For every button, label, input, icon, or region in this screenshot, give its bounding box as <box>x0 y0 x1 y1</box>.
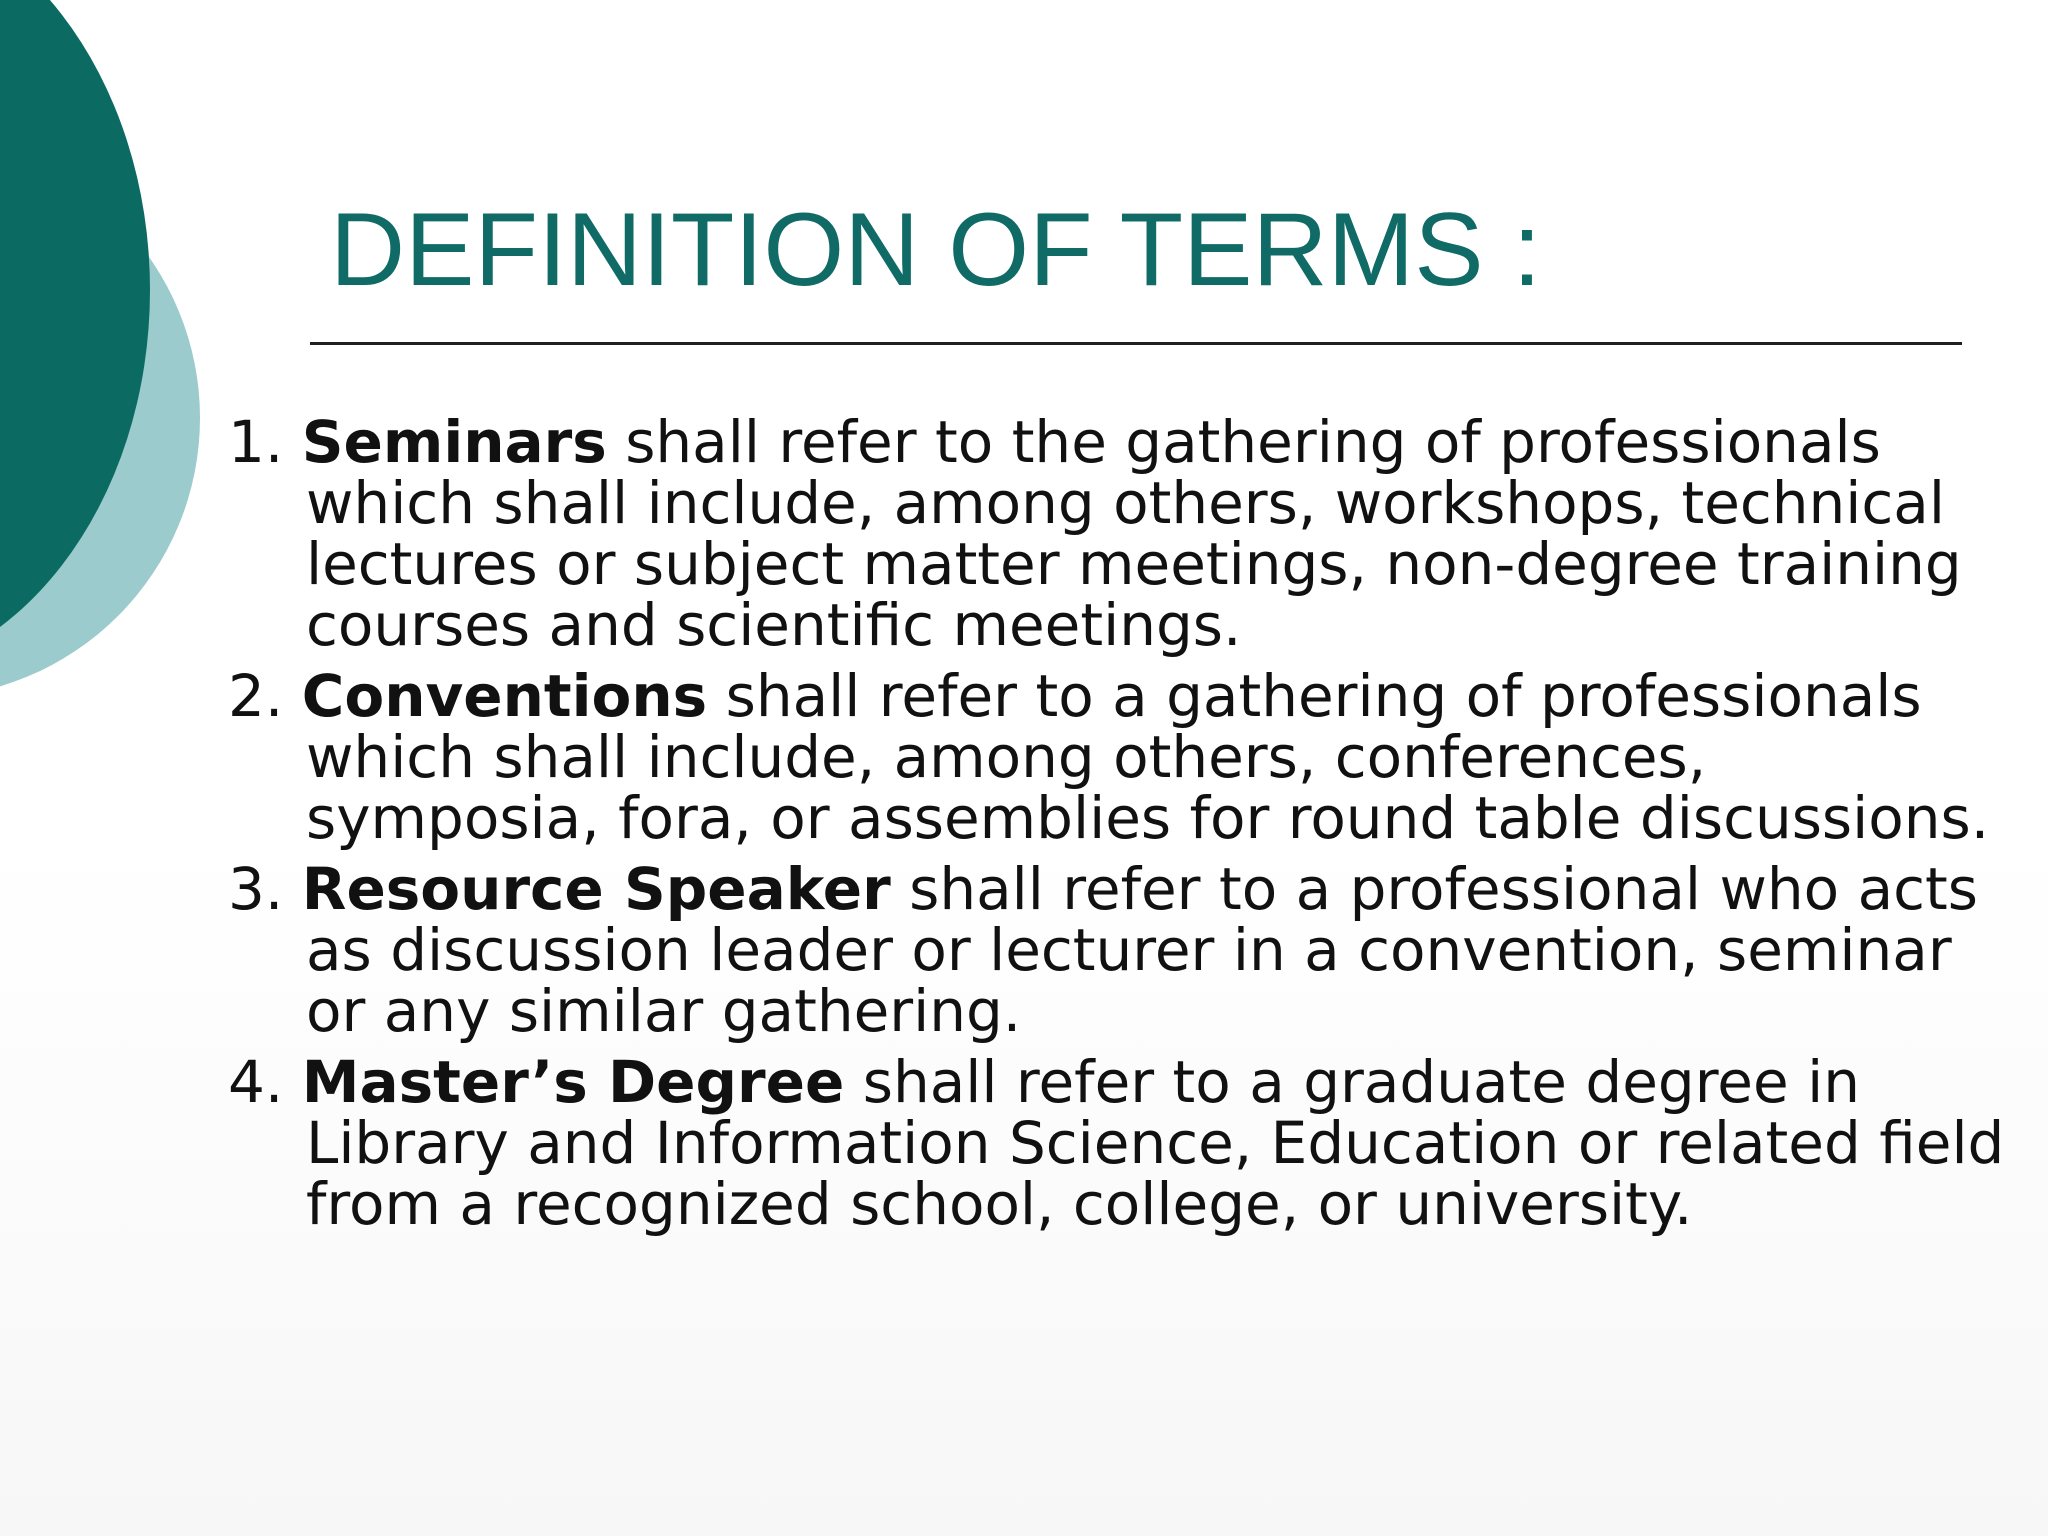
term-name: Master’s Degree <box>301 1048 845 1116</box>
term-number: 3. <box>228 855 284 923</box>
term-definition: shall refer to a graduate degree in Library and Information Science, Education or related field from a recognized school, college, or university. <box>306 1048 2005 1238</box>
term-item-seminars <box>228 408 2018 659</box>
term-item-resource-speaker <box>228 855 2018 1045</box>
term-name: Resource Speaker <box>301 855 891 923</box>
term-definition: shall refer to the gathering of professionals which shall include, among others, workshops, technical lectures or subject matter meetings, non-degree training courses and scientific meetings. <box>306 408 1962 659</box>
slide-title: DEFINITION OF TERMS : <box>330 192 1542 308</box>
term-definition: shall refer to a gathering of professionals which shall include, among others, conferences, symposia, fora, or assemblies for round table discussions. <box>306 662 1990 852</box>
term-name: Seminars <box>301 408 607 476</box>
title-underline <box>310 342 1962 345</box>
term-name: Conventions <box>301 662 708 730</box>
term-item-masters-degree <box>228 1048 2018 1238</box>
term-number: 4. <box>228 1048 284 1116</box>
term-definition: shall refer to a professional who acts as discussion leader or lecturer in a convention, seminar or any similar gathering. <box>306 855 1978 1045</box>
term-item-conventions <box>228 662 2018 852</box>
term-number: 2. <box>228 662 284 730</box>
term-number: 1. <box>228 408 284 476</box>
terms-list <box>228 408 2018 1245</box>
